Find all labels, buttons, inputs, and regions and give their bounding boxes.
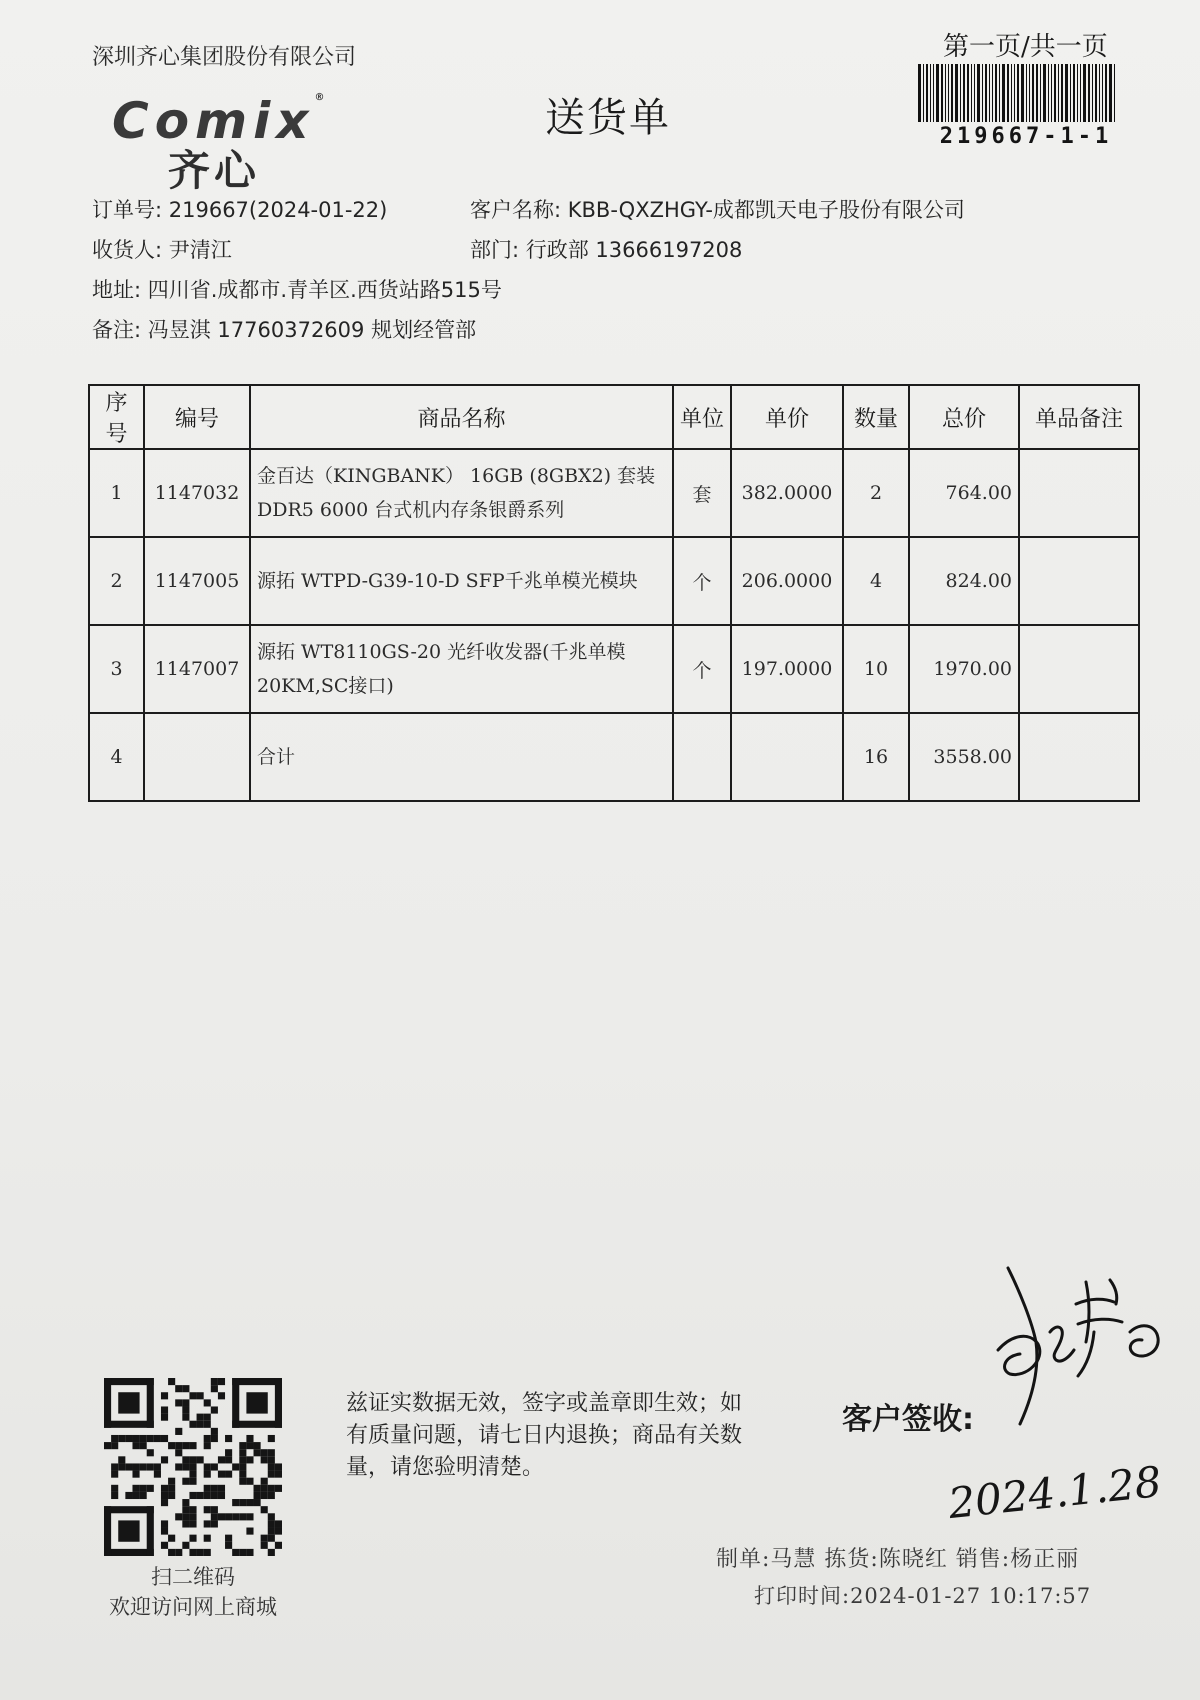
cell-note — [1019, 537, 1139, 625]
receiver: 收货人: 尹清江 — [92, 238, 232, 262]
cell-name: 源拓 WT8110GS-20 光纤收发器(千兆单模20KM,SC接口) — [250, 625, 673, 713]
cell-seq: 4 — [89, 713, 144, 801]
cell-total: 1970.00 — [909, 625, 1019, 713]
qr-code-icon[interactable] — [104, 1378, 282, 1556]
cell-unit: 个 — [673, 625, 731, 713]
qr-caption — [88, 1562, 298, 1622]
cell-price — [731, 713, 843, 801]
cell-code: 1147032 — [144, 449, 250, 537]
page-info: 第一页/共一页 — [943, 32, 1108, 62]
cell-name: 源拓 WTPD-G39-10-D SFP千兆单模光模块 — [250, 537, 673, 625]
customer-name: 客户名称: KBB-QXZHGY-成都凯天电子股份有限公司 — [470, 198, 965, 222]
header-seq: 序号 — [89, 385, 144, 449]
customer-sign-label: 客户签收: — [842, 1402, 974, 1437]
remark: 备注: 冯昱淇 17760372609 规划经管部 — [92, 318, 477, 342]
document-title: 送货单 — [545, 95, 671, 141]
items-table — [88, 384, 1140, 802]
cell-qty: 2 — [843, 449, 909, 537]
cell-note — [1019, 625, 1139, 713]
header-code: 编号 — [144, 385, 250, 449]
cell-unit: 套 — [673, 449, 731, 537]
qr-caption-line-2: 欢迎访问网上商城 — [109, 1595, 277, 1619]
cell-total: 3558.00 — [909, 713, 1019, 801]
staff-info: 制单:马慧 拣货:陈晓红 销售:杨正丽 — [716, 1547, 1080, 1572]
print-time: 打印时间:2024-01-27 10:17:57 — [754, 1584, 1092, 1608]
header-unit: 单位 — [673, 385, 731, 449]
cell-code: 1147007 — [144, 625, 250, 713]
cell-name: 合计 — [250, 713, 673, 801]
barcode-number: 219667-1-1 — [939, 124, 1113, 149]
order-number: 订单号: 219667(2024-01-22) — [92, 198, 388, 222]
cell-seq: 3 — [89, 625, 144, 713]
cell-qty: 10 — [843, 625, 909, 713]
sign-date: 2024.1.28 — [946, 1456, 1164, 1529]
cell-code: 1147005 — [144, 537, 250, 625]
comix-logo: Comix® — [112, 92, 331, 150]
table-row — [89, 625, 1139, 713]
notice-text: 兹证实数据无效，签字或盖章即生效；如有质量问题，请七日内退换；商品有关数量，请您验明清楚。 — [346, 1391, 743, 1480]
cell-name: 金百达（KINGBANK） 16GB (8GBX2) 套装 DDR5 6000 台式机内存条银爵系列 — [250, 449, 673, 537]
table-row — [89, 537, 1139, 625]
cell-seq: 1 — [89, 449, 144, 537]
table-row — [89, 449, 1139, 537]
header-note: 单品备注 — [1019, 385, 1139, 449]
cell-price: 206.0000 — [731, 537, 843, 625]
logo-text-en: Comix — [112, 92, 315, 150]
header-name: 商品名称 — [250, 385, 673, 449]
cell-unit: 个 — [673, 537, 731, 625]
handwritten-signature — [990, 1262, 1180, 1432]
table-row-total — [89, 713, 1139, 801]
address: 地址: 四川省.成都市.青羊区.西货站路515号 — [92, 278, 502, 302]
cell-seq: 2 — [89, 537, 144, 625]
cell-code — [144, 713, 250, 801]
cell-price: 197.0000 — [731, 625, 843, 713]
logo-text-cn: 齐心 — [168, 146, 261, 195]
company-name: 深圳齐心集团股份有限公司 — [92, 45, 357, 70]
header-price: 单价 — [731, 385, 843, 449]
cell-qty: 4 — [843, 537, 909, 625]
cell-qty: 16 — [843, 713, 909, 801]
barcode-icon — [918, 64, 1134, 122]
table-header-row — [89, 385, 1139, 449]
cell-unit — [673, 713, 731, 801]
cell-price: 382.0000 — [731, 449, 843, 537]
cell-total: 764.00 — [909, 449, 1019, 537]
cell-note — [1019, 449, 1139, 537]
header-total: 总价 — [909, 385, 1019, 449]
cell-total: 824.00 — [909, 537, 1019, 625]
department: 部门: 行政部 13666197208 — [470, 238, 743, 262]
qr-caption-line-1: 扫二维码 — [151, 1565, 235, 1589]
header-qty: 数量 — [843, 385, 909, 449]
cell-note — [1019, 713, 1139, 801]
